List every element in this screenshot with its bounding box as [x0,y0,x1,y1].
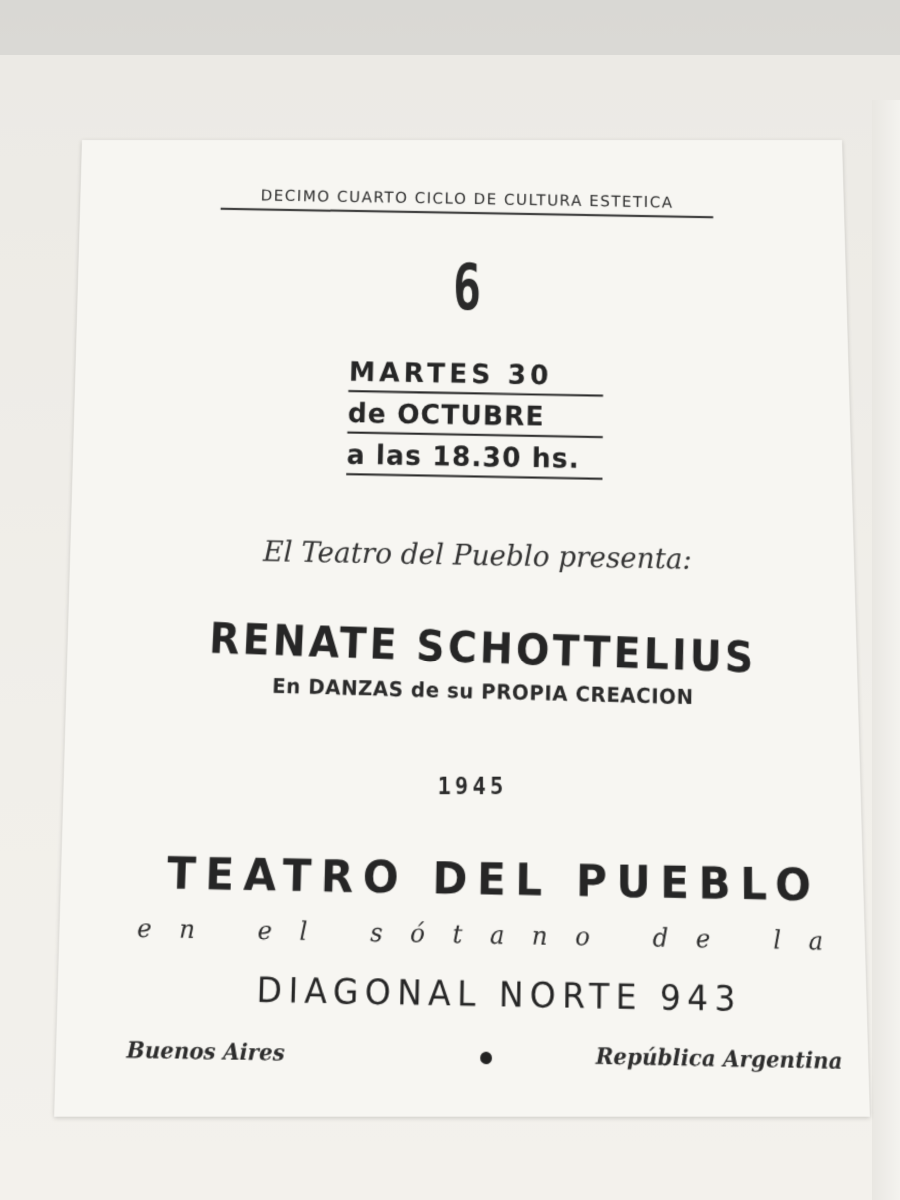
event-date-block [346,355,603,484]
venue-name: TEATRO DEL PUEBLO [166,848,821,912]
performance-description: En DANZAS de su PROPIA CREACION [271,674,694,710]
program-sheet [54,140,870,1117]
performer-name: RENATE SCHOTTELIUS [208,613,757,683]
series-heading: DECIMO CUARTO CICLO DE CULTURA ESTETICA [221,186,714,219]
program-year: 1945 [437,773,508,800]
venue-address: DIAGONAL NORTE 943 [256,970,743,1020]
presenter-line: El Teatro del Pueblo presenta: [262,535,692,577]
bullet-separator-icon [480,1052,492,1065]
event-month-line: de OCTUBRE [347,396,603,438]
venue-location-note: en el sótano de la [136,914,851,957]
event-weekday-line: MARTES 30 [348,355,603,397]
event-time-line: a las 18.30 hs. [346,438,603,480]
event-number: 6 [452,250,482,325]
footer-country: República Argentina [595,1042,843,1075]
footer-city: Buenos Aires [126,1036,286,1067]
footer-row [109,1033,858,1088]
